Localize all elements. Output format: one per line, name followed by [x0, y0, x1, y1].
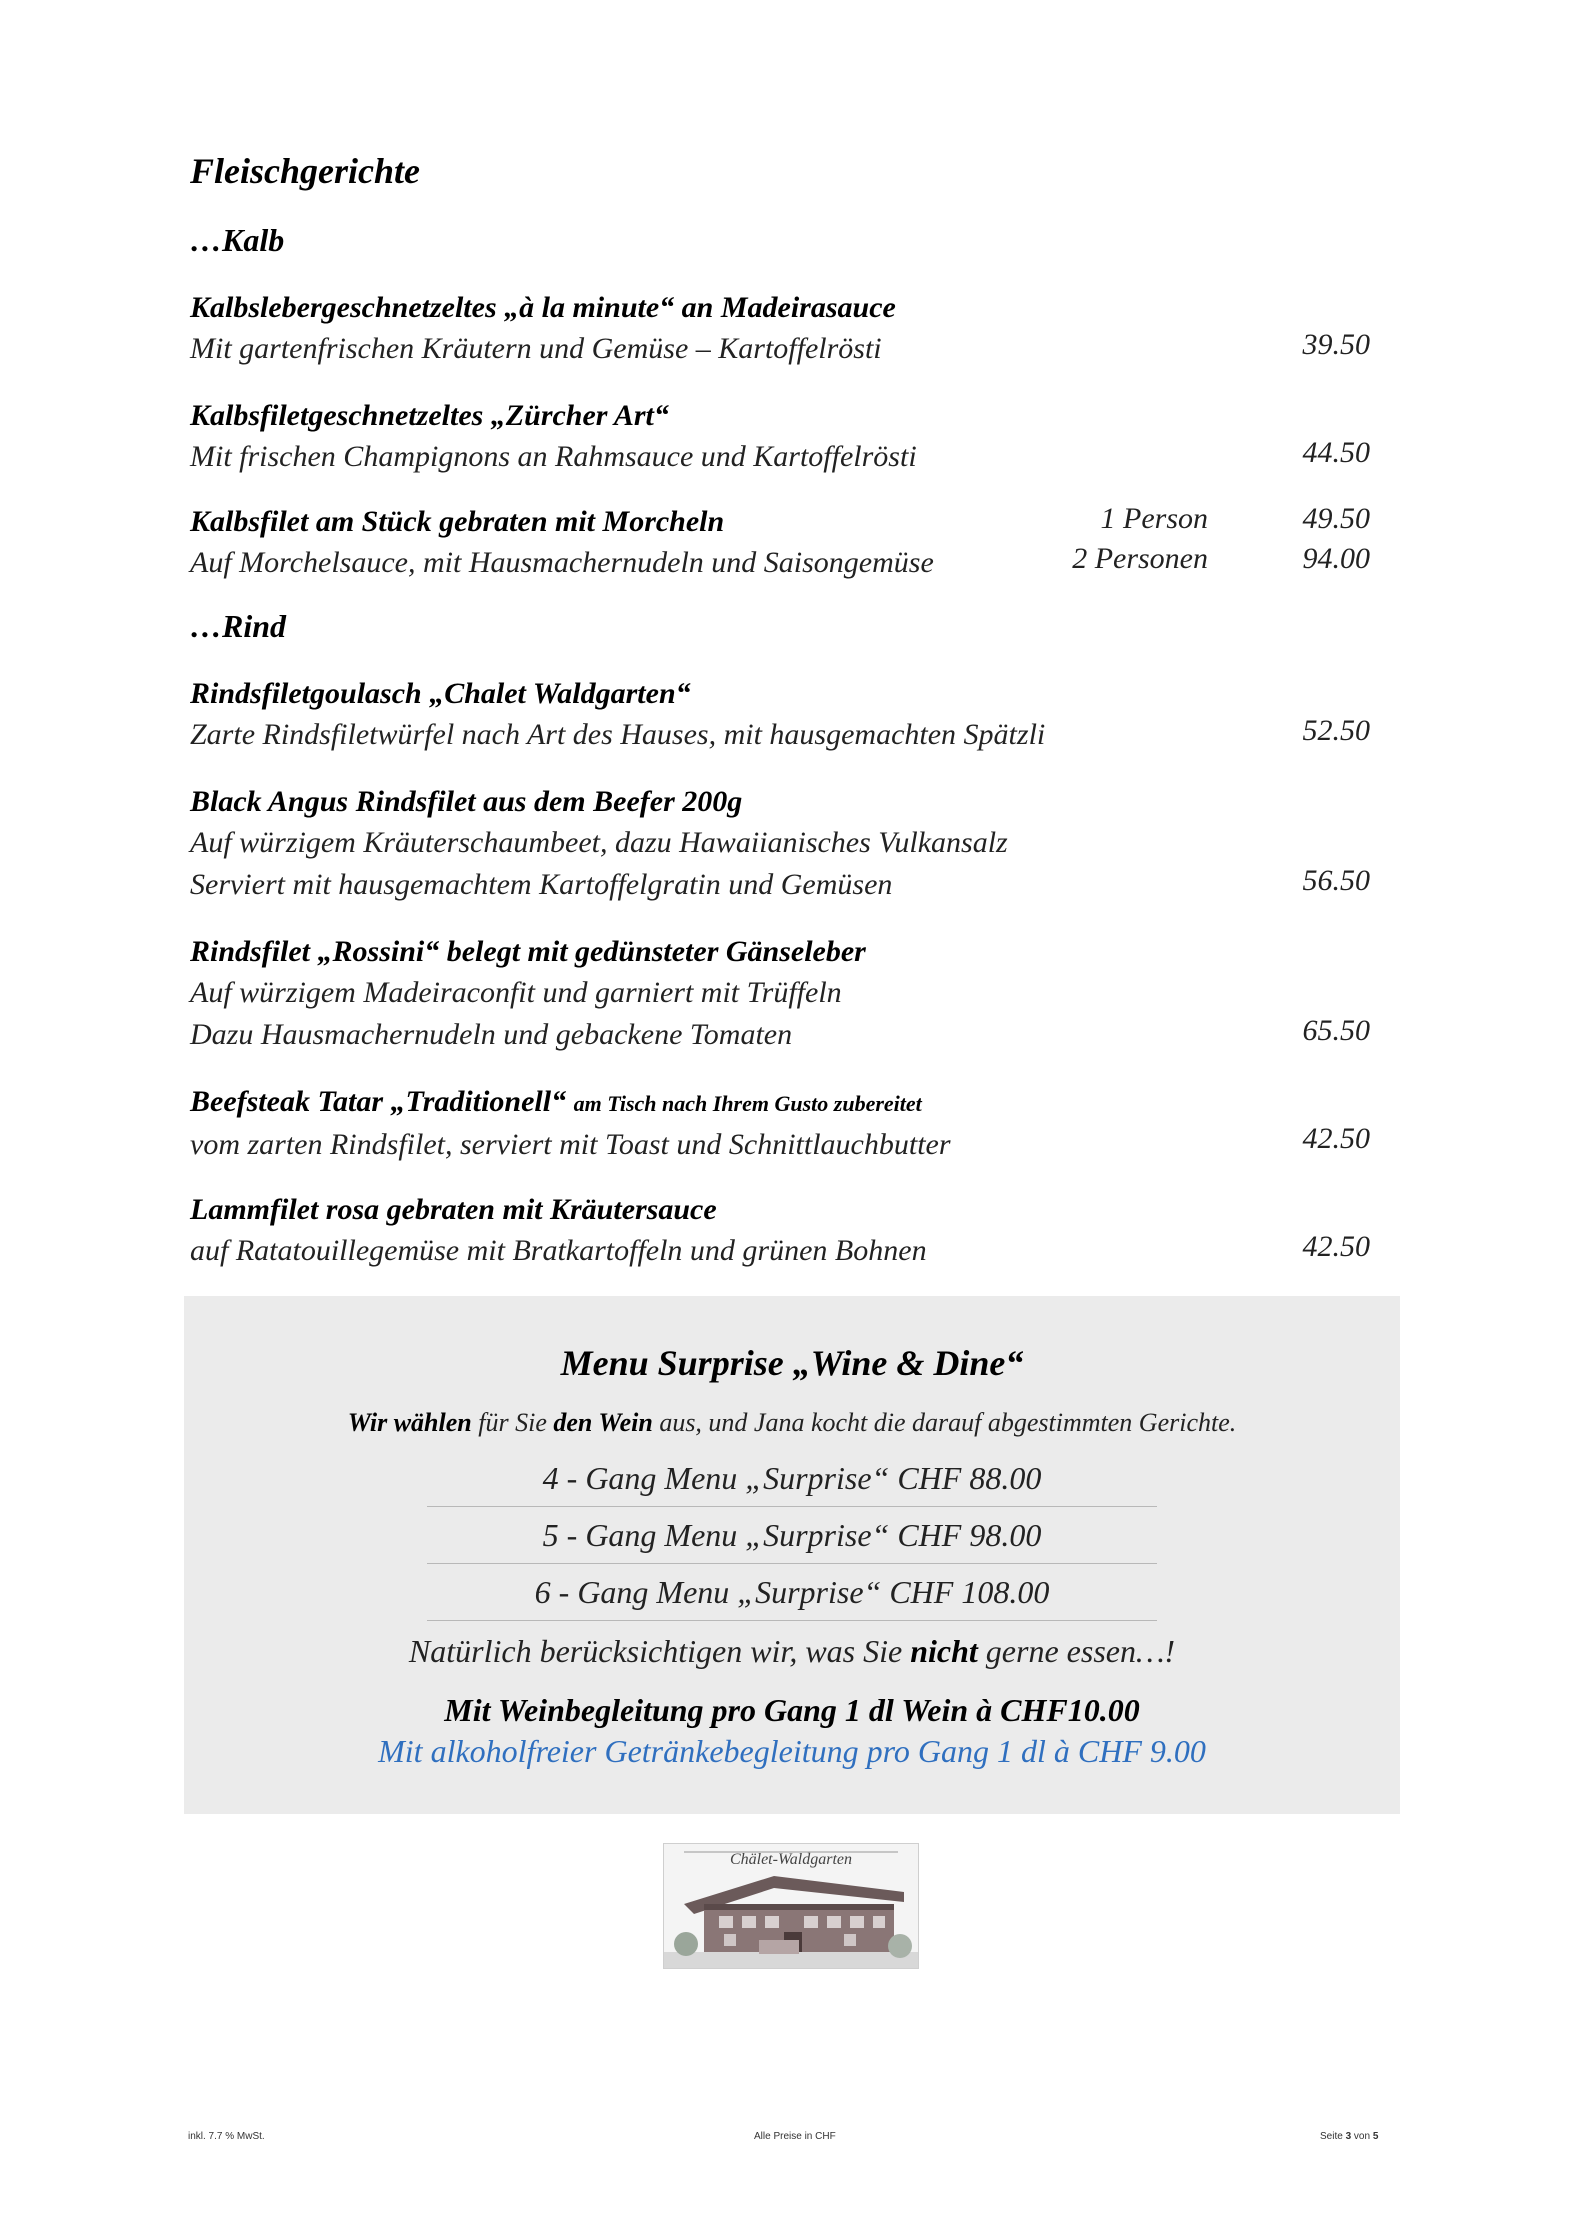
promo-note-bold: nicht	[910, 1633, 978, 1669]
alcohol-free-pairing-line: Mit alkoholfreier Getränkebegleitung pro Gang 1 dl à CHF 9.00	[378, 1733, 1206, 1769]
dish-description: Dazu Hausmachernudeln und gebackene Tomaten	[190, 1018, 793, 1051]
promo-option: 6 - Gang Menu „Surprise“ CHF 108.00	[427, 1564, 1157, 1621]
dish-price: 44.50	[1302, 436, 1370, 469]
promo-options	[184, 1450, 1400, 1621]
dish-price: 49.50	[1302, 502, 1370, 535]
chalet-waldgarten-logo	[663, 1843, 919, 1969]
dish-price: 52.50	[1302, 714, 1370, 747]
promo-option: 5 - Gang Menu „Surprise“ CHF 98.00	[427, 1507, 1157, 1564]
dish-description: Mit frischen Champignons an Rahmsauce und Kartoffelrösti	[190, 440, 917, 473]
chalet-illustration	[664, 1844, 918, 1968]
footer-page-middle: von	[1351, 2131, 1373, 2142]
dish-name: Lammfilet rosa gebraten mit Kräutersauce	[190, 1193, 717, 1226]
dish-description: auf Ratatouillegemüse mit Bratkartoffeln und grünen Bohnen	[190, 1234, 927, 1267]
promo-note	[184, 1633, 1400, 1670]
section-title: Fleischgerichte	[190, 151, 420, 191]
dish-item	[190, 1082, 1370, 1166]
footer-vat-note: inkl. 7.7 % MwSt.	[188, 2131, 265, 2142]
group-title-rind: …Rind	[190, 608, 287, 644]
dish-description: Auf Morchelsauce, mit Hausmachernudeln und Saisongemüse	[190, 546, 934, 579]
dish-description: Auf würzigem Kräuterschaumbeet, dazu Hawaiianisches Vulkansalz	[190, 826, 1008, 859]
promo-intro	[184, 1408, 1400, 1438]
dish-name: Kalbsfilet am Stück gebraten mit Morcheln	[190, 505, 725, 538]
dish-price: 65.50	[1302, 1014, 1370, 1047]
footer-page-current: 3	[1345, 2131, 1352, 2142]
dish-name-main: Beefsteak Tatar „Traditionell“	[190, 1085, 567, 1118]
promo-option: 4 - Gang Menu „Surprise“ CHF 88.00	[427, 1450, 1157, 1507]
dish-price: 94.00	[1302, 542, 1370, 575]
dish-price: 42.50	[1302, 1230, 1370, 1263]
dish-description: vom zarten Rindsfilet, serviert mit Toast und Schnittlauchbutter	[190, 1128, 951, 1161]
dish-item	[190, 288, 1370, 370]
menu-surprise-box	[184, 1296, 1400, 1814]
dish-name: Rindsfilet „Rossini“ belegt mit gedünsteter Gänseleber	[190, 935, 866, 968]
promo-intro-part: den Wein	[553, 1408, 653, 1437]
dish-description: Serviert mit hausgemachtem Kartoffelgratin und Gemüsen	[190, 868, 893, 901]
dish-name	[190, 1082, 1370, 1124]
footer-currency-note: Alle Preise in CHF	[754, 2131, 836, 2142]
promo-intro-part: für Sie	[471, 1408, 554, 1437]
dish-price: 42.50	[1302, 1122, 1370, 1155]
logo-text: Chälet-Waldgarten	[729, 1851, 853, 1868]
dish-description: Mit gartenfrischen Kräutern und Gemüse – Kartoffelrösti	[190, 332, 882, 365]
dish-item	[190, 782, 1370, 906]
dish-name: Rindsfiletgoulasch „Chalet Waldgarten“	[190, 677, 691, 710]
dish-item	[190, 396, 1370, 478]
footer-page-total: 5	[1372, 2131, 1379, 2142]
dish-item	[190, 932, 1370, 1056]
dish-description: Auf würzigem Madeiraconfit und garniert mit Trüffeln	[190, 976, 842, 1009]
portion-label: 2 Personen	[1072, 542, 1208, 575]
promo-title: Menu Surprise „Wine & Dine“	[560, 1343, 1024, 1383]
dish-name: Kalbsfiletgeschnetzeltes „Zürcher Art“	[190, 399, 669, 432]
group-title-kalb: …Kalb	[190, 222, 285, 258]
wine-pairing-line: Mit Weinbegleitung pro Gang 1 dl Wein à CHF10.00	[444, 1692, 1140, 1728]
dish-name-suffix: am Tisch nach Ihrem Gusto zubereitet	[573, 1091, 922, 1116]
dish-item	[190, 502, 1370, 584]
footer-page-number	[1320, 2131, 1378, 2142]
dish-name: Kalbslebergeschnetzeltes „à la minute“ an Madeirasauce	[190, 291, 896, 324]
footer-page-prefix: Seite	[1320, 2131, 1346, 2142]
promo-intro-part: aus, und Jana kocht die darauf abgestimmten Gerichte.	[652, 1408, 1237, 1437]
dish-item	[190, 674, 1370, 756]
dish-name: Black Angus Rindsfilet aus dem Beefer 200g	[190, 785, 743, 818]
dish-description: Zarte Rindsfiletwürfel nach Art des Hauses, mit hausgemachten Spätzli	[190, 718, 1046, 751]
dish-price: 39.50	[1302, 328, 1370, 361]
promo-note-before: Natürlich berücksichtigen wir, was Sie	[408, 1633, 911, 1669]
portion-label: 1 Person	[1100, 502, 1208, 535]
promo-note-after: gerne essen…!	[977, 1633, 1176, 1669]
dish-price: 56.50	[1302, 864, 1370, 897]
promo-intro-part: Wir wählen	[347, 1408, 472, 1437]
dish-item	[190, 1190, 1370, 1272]
